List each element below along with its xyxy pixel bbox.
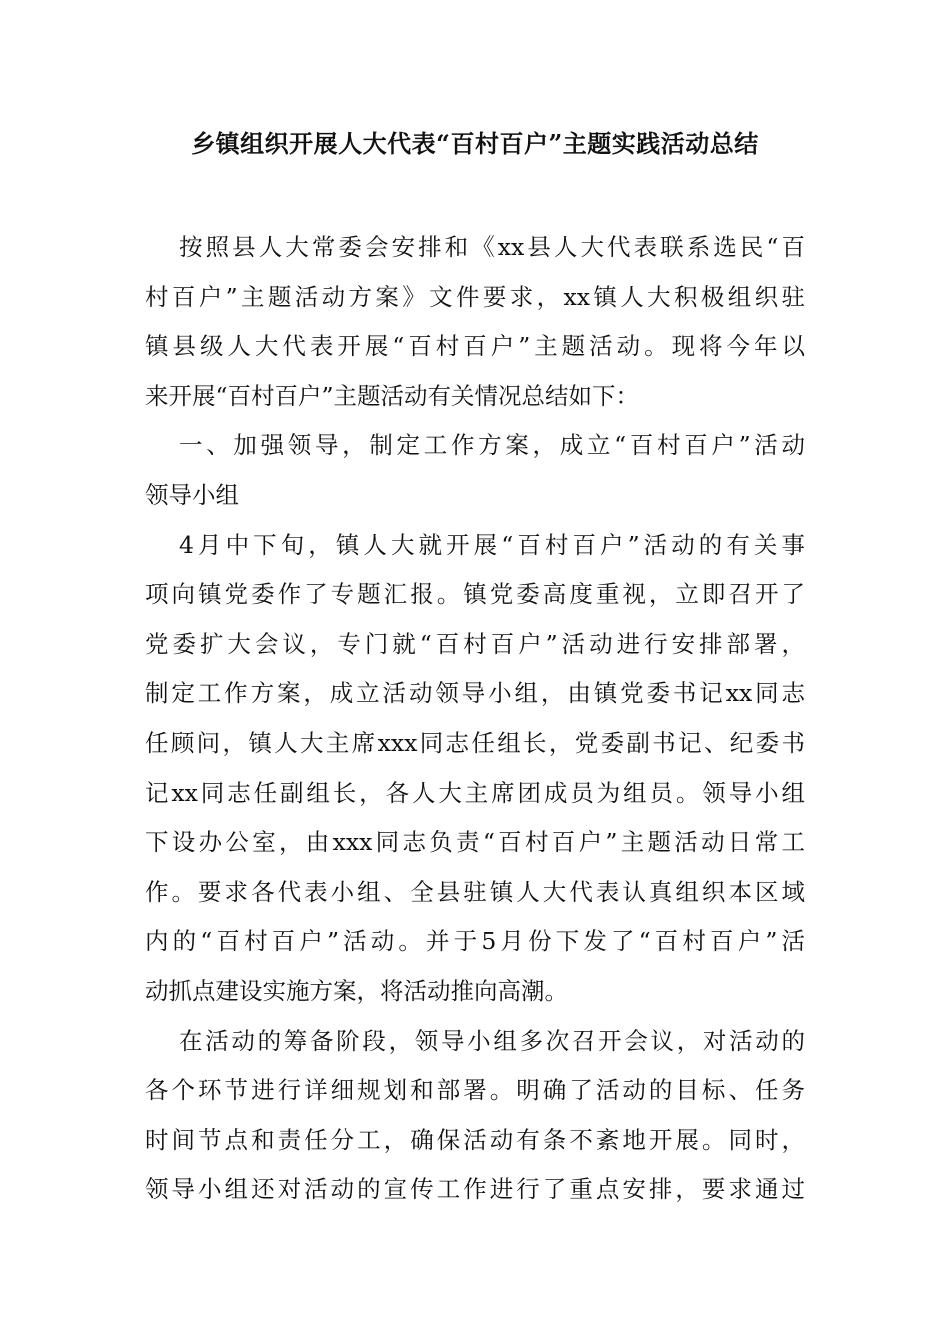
paragraph-line: 制定工作方案，成立活动领导小组，由镇党委书记xx同志 — [145, 679, 805, 708]
document-body — [145, 223, 805, 1215]
paragraph-line: 按照县人大常委会安排和《xx县人大代表联系选民“百 — [179, 233, 805, 261]
paragraph-line: 动抓点建设实施方案，将活动推向高潮。 — [145, 976, 568, 1005]
paragraph-line: 村百户”主题活动方案》文件要求，xx镇人大积极组织驻 — [145, 282, 805, 311]
paragraph-line: 来开展“百村百户”主题活动有关情况总结如下： — [145, 381, 640, 410]
document-title: 乡镇组织开展人大代表“百村百户”主题实践活动总结 — [191, 129, 759, 158]
paragraph-line: 各个环节进行详细规划和部署。明确了活动的目标、任务 — [145, 1076, 805, 1105]
section-heading-line: 领导小组 — [145, 480, 239, 509]
paragraph-line: 记xx同志任副组长，各人大主席团成员为组员。领导小组 — [145, 778, 805, 807]
paragraph-line: 在活动的筹备阶段，领导小组多次召开会议，对活动的 — [179, 1026, 805, 1055]
paragraph-line: 镇县级人大代表开展“百村百户”主题活动。现将今年以 — [145, 332, 805, 361]
paragraph-line: 下设办公室，由xxx同志负责“百村百户”主题活动日常工 — [145, 828, 805, 857]
paragraph-line: 时间节点和责任分工，确保活动有条不紊地开展。同时， — [145, 1125, 805, 1154]
paragraph-line: 作。要求各代表小组、全县驻镇人大代表认真组织本区域 — [145, 877, 805, 906]
section-heading-line: 一、加强领导，制定工作方案，成立“百村百户”活动 — [179, 431, 805, 460]
paragraph-line: 领导小组还对活动的宣传工作进行了重点安排，要求通过 — [145, 1175, 805, 1204]
paragraph-line: 党委扩大会议，专门就“百村百户”活动进行安排部署， — [145, 629, 805, 658]
paragraph-line: 内的“百村百户”活动。并于5月份下发了“百村百户”活 — [145, 927, 805, 956]
paragraph-line: 任顾问，镇人大主席xxx同志任组长，党委副书记、纪委书 — [145, 728, 805, 757]
paragraph-line: 4月中下旬，镇人大就开展“百村百户”活动的有关事 — [179, 530, 805, 559]
paragraph-line: 项向镇党委作了专题汇报。镇党委高度重视，立即召开了 — [145, 580, 805, 609]
